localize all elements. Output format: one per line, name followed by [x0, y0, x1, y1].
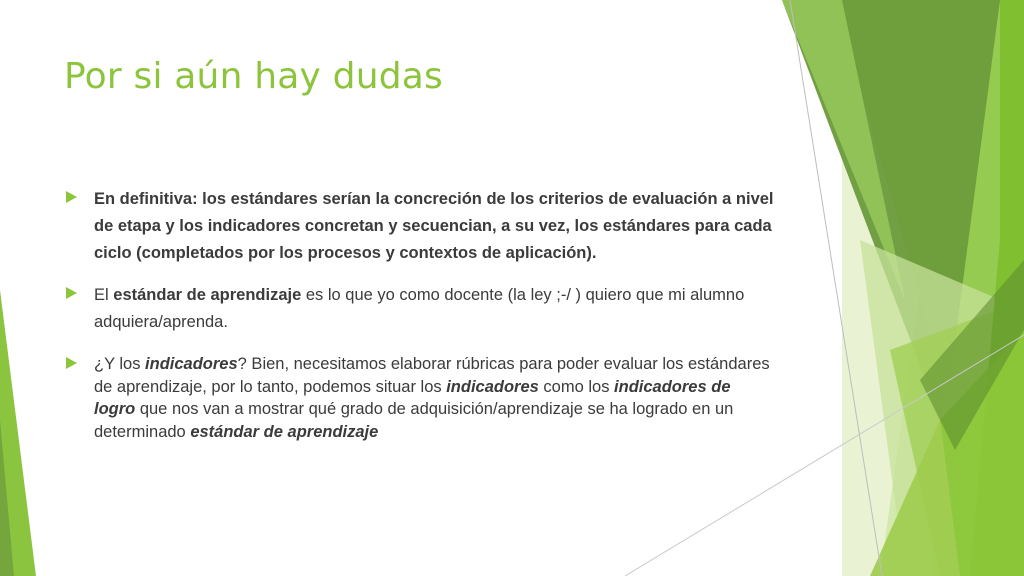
- term-estandar-de-aprendizaje: estándar de aprendizaje: [190, 422, 379, 441]
- list-item: [64, 186, 774, 267]
- term-indicadores-de-logro: indicadores de logro: [94, 377, 731, 418]
- bullet-list: [64, 186, 774, 443]
- bullet-text: En definitiva: los estándares serían la concreción de los criterios de evaluación a nivel de etapa y los indicadores concretan y secuencian, a su vez, los estándares para cada ciclo (completados por los procesos y contextos de aplicación).: [94, 190, 774, 262]
- triangle-arrow-right-icon: [66, 357, 77, 369]
- term-estandar-de-aprendizaje: estándar de aprendizaje: [113, 286, 302, 304]
- bullet-text-part: que nos van a mostrar qué grado de adquisición/aprendizaje se ha logrado en un determinado: [94, 400, 734, 441]
- list-item: [64, 282, 774, 336]
- bullet-text-part: ? Bien, necesitamos elaborar rúbricas para poder evaluar los estándares de aprendizaje, por lo tanto, podemos situar los: [94, 355, 770, 396]
- triangle-arrow-right-icon: [66, 191, 77, 203]
- triangle-arrow-right-icon: [66, 287, 77, 299]
- bullet-text-post: es lo que yo como docente (la ley ;-/ ) quiero que mi alumno adquiera/aprenda.: [94, 286, 745, 331]
- slide-title: Por si aún hay dudas: [64, 56, 443, 97]
- term-indicadores: indicadores: [145, 355, 238, 373]
- bullet-text-part: como los: [538, 377, 615, 396]
- bullet-text-pre: El: [94, 286, 114, 304]
- term-indicadores: indicadores: [446, 377, 539, 396]
- bullet-text-part: ¿Y los: [94, 355, 146, 373]
- list-item: [64, 353, 774, 443]
